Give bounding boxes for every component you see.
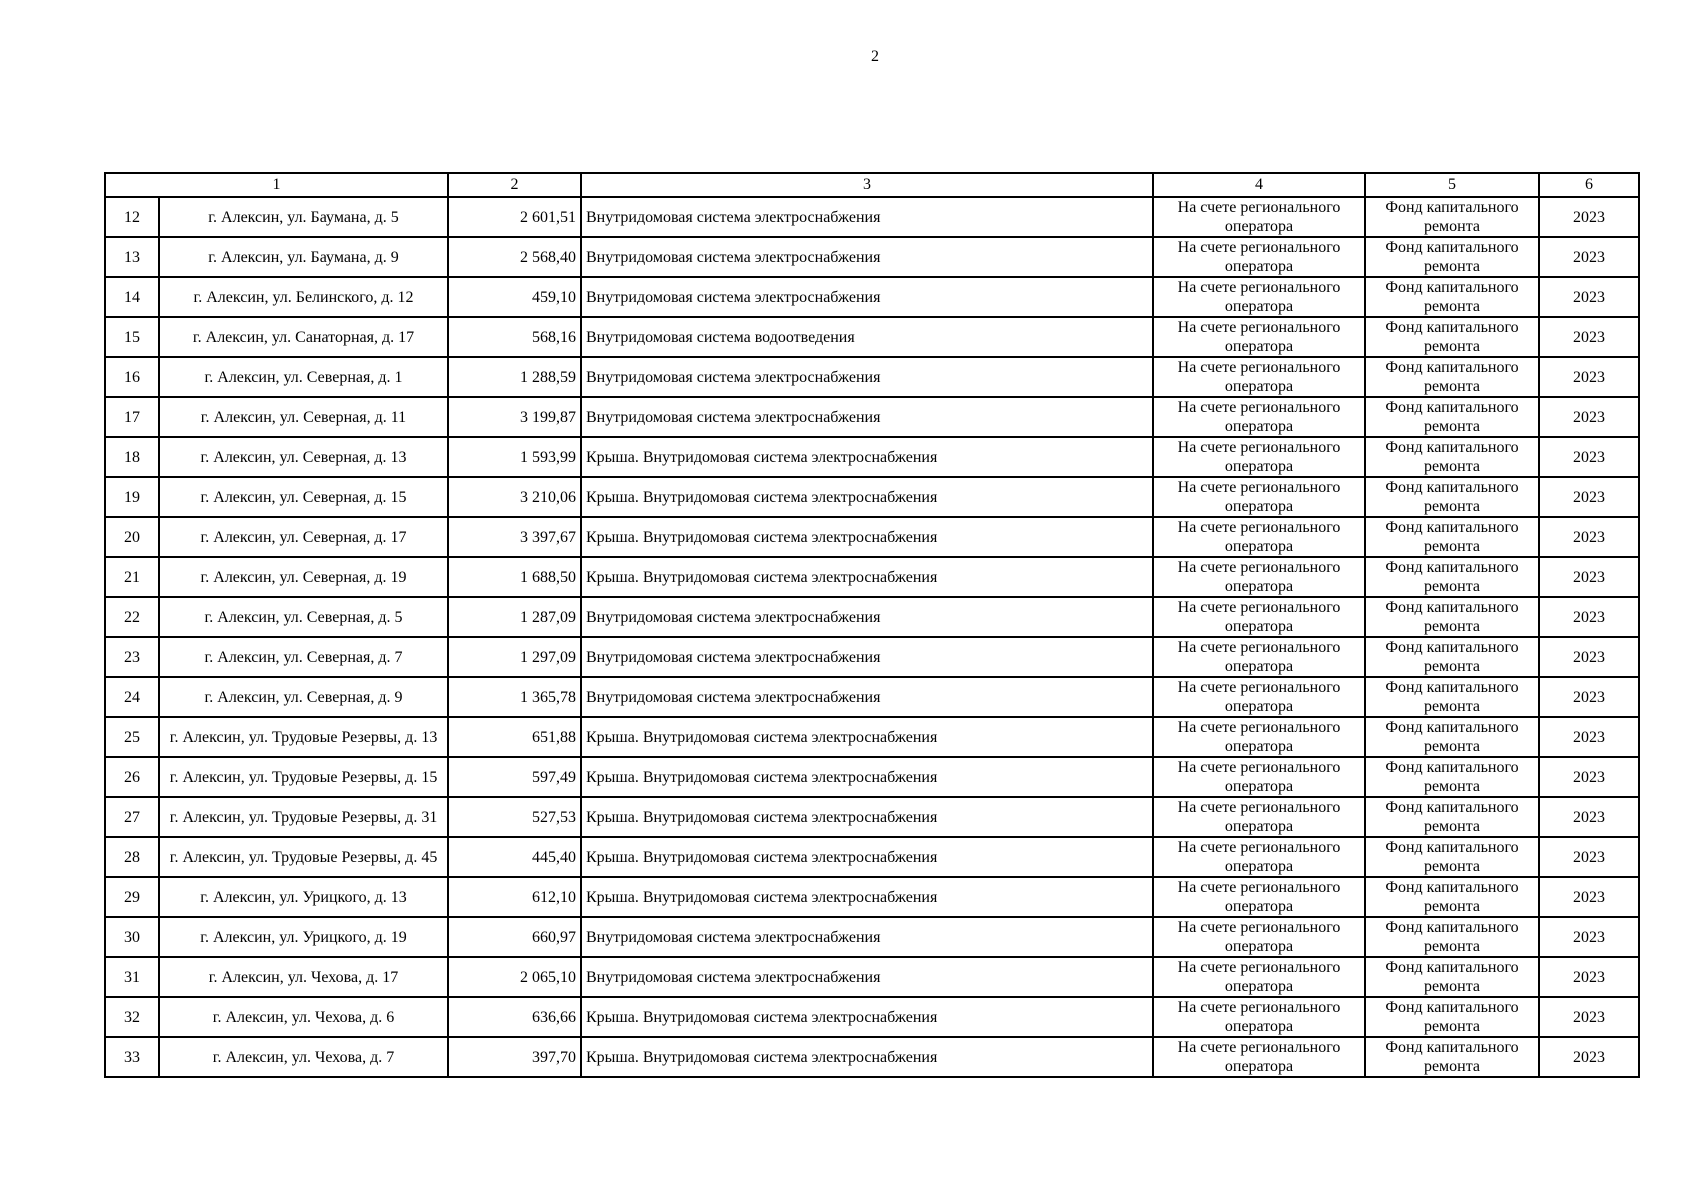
account-cell: На счете регионального оператора: [1153, 237, 1365, 277]
year-cell: 2023: [1539, 277, 1639, 317]
work-type-cell: Внутридомовая система электроснабжения: [581, 397, 1153, 437]
year-cell: 2023: [1539, 357, 1639, 397]
address-cell: г. Алексин, ул. Северная, д. 7: [159, 637, 448, 677]
row-number-cell: 30: [105, 917, 159, 957]
row-number-cell: 20: [105, 517, 159, 557]
work-type-cell: Внутридомовая система электроснабжения: [581, 677, 1153, 717]
account-cell: На счете регионального оператора: [1153, 917, 1365, 957]
year-cell: 2023: [1539, 877, 1639, 917]
account-cell: На счете регионального оператора: [1153, 717, 1365, 757]
work-type-cell: Внутридомовая система электроснабжения: [581, 597, 1153, 637]
account-cell: На счете регионального оператора: [1153, 317, 1365, 357]
funding-source-cell: Фонд капитального ремонта: [1365, 917, 1539, 957]
year-cell: 2023: [1539, 637, 1639, 677]
year-cell: 2023: [1539, 797, 1639, 837]
row-number-cell: 23: [105, 637, 159, 677]
account-cell: На счете регионального оператора: [1153, 837, 1365, 877]
address-cell: г. Алексин, ул. Урицкого, д. 13: [159, 877, 448, 917]
funding-source-cell: Фонд капитального ремонта: [1365, 197, 1539, 237]
work-type-cell: Крыша. Внутридомовая система электроснабжения: [581, 837, 1153, 877]
table-row: [105, 197, 1639, 237]
account-cell: На счете регионального оператора: [1153, 677, 1365, 717]
header-cell: 3: [581, 173, 1153, 197]
work-type-cell: Внутридомовая система электроснабжения: [581, 637, 1153, 677]
row-number-cell: 26: [105, 757, 159, 797]
funding-source-cell: Фонд капитального ремонта: [1365, 677, 1539, 717]
funding-source-cell: Фонд капитального ремонта: [1365, 1037, 1539, 1077]
work-type-cell: Внутридомовая система электроснабжения: [581, 957, 1153, 997]
funding-source-cell: Фонд капитального ремонта: [1365, 717, 1539, 757]
row-number-cell: 16: [105, 357, 159, 397]
work-type-cell: Внутридомовая система электроснабжения: [581, 277, 1153, 317]
account-cell: На счете регионального оператора: [1153, 277, 1365, 317]
year-cell: 2023: [1539, 1037, 1639, 1077]
area-cell: 2 601,51: [448, 197, 581, 237]
account-cell: На счете регионального оператора: [1153, 357, 1365, 397]
address-cell: г. Алексин, ул. Северная, д. 9: [159, 677, 448, 717]
work-type-cell: Крыша. Внутридомовая система электроснабжения: [581, 557, 1153, 597]
address-cell: г. Алексин, ул. Белинского, д. 12: [159, 277, 448, 317]
account-cell: На счете регионального оператора: [1153, 1037, 1365, 1077]
work-type-cell: Крыша. Внутридомовая система электроснабжения: [581, 997, 1153, 1037]
address-cell: г. Алексин, ул. Северная, д. 13: [159, 437, 448, 477]
area-cell: 3 397,67: [448, 517, 581, 557]
year-cell: 2023: [1539, 197, 1639, 237]
area-cell: 1 593,99: [448, 437, 581, 477]
account-cell: На счете регионального оператора: [1153, 797, 1365, 837]
work-type-cell: Крыша. Внутридомовая система электроснабжения: [581, 877, 1153, 917]
page-number: 2: [871, 48, 879, 65]
account-cell: На счете регионального оператора: [1153, 557, 1365, 597]
address-cell: г. Алексин, ул. Северная, д. 19: [159, 557, 448, 597]
address-cell: г. Алексин, ул. Санаторная, д. 17: [159, 317, 448, 357]
area-cell: 568,16: [448, 317, 581, 357]
account-cell: На счете регионального оператора: [1153, 517, 1365, 557]
row-number-cell: 17: [105, 397, 159, 437]
table-row: [105, 237, 1639, 277]
row-number-cell: 22: [105, 597, 159, 637]
funding-source-cell: Фонд капитального ремонта: [1365, 877, 1539, 917]
account-cell: На счете регионального оператора: [1153, 757, 1365, 797]
year-cell: 2023: [1539, 437, 1639, 477]
table-row: [105, 637, 1639, 677]
row-number-cell: 29: [105, 877, 159, 917]
work-type-cell: Внутридомовая система водоотведения: [581, 317, 1153, 357]
funding-source-cell: Фонд капитального ремонта: [1365, 517, 1539, 557]
year-cell: 2023: [1539, 677, 1639, 717]
year-cell: 2023: [1539, 477, 1639, 517]
header-cell: 4: [1153, 173, 1365, 197]
row-number-cell: 32: [105, 997, 159, 1037]
funding-source-cell: Фонд капитального ремонта: [1365, 557, 1539, 597]
area-cell: 1 365,78: [448, 677, 581, 717]
account-cell: На счете регионального оператора: [1153, 197, 1365, 237]
repair-program-table: [104, 172, 1640, 1078]
year-cell: 2023: [1539, 397, 1639, 437]
row-number-cell: 13: [105, 237, 159, 277]
area-cell: 2 568,40: [448, 237, 581, 277]
row-number-cell: 25: [105, 717, 159, 757]
work-type-cell: Внутридомовая система электроснабжения: [581, 197, 1153, 237]
address-cell: г. Алексин, ул. Северная, д. 5: [159, 597, 448, 637]
table-header-row: [105, 173, 1639, 197]
year-cell: 2023: [1539, 957, 1639, 997]
table-row: [105, 837, 1639, 877]
area-cell: 445,40: [448, 837, 581, 877]
work-type-cell: Крыша. Внутридомовая система электроснабжения: [581, 797, 1153, 837]
address-cell: г. Алексин, ул. Северная, д. 11: [159, 397, 448, 437]
area-cell: 1 297,09: [448, 637, 581, 677]
work-type-cell: Крыша. Внутридомовая система электроснабжения: [581, 717, 1153, 757]
area-cell: 397,70: [448, 1037, 581, 1077]
funding-source-cell: Фонд капитального ремонта: [1365, 357, 1539, 397]
area-cell: 1 288,59: [448, 357, 581, 397]
address-cell: г. Алексин, ул. Чехова, д. 6: [159, 997, 448, 1037]
work-type-cell: Крыша. Внутридомовая система электроснабжения: [581, 477, 1153, 517]
table-row: [105, 997, 1639, 1037]
header-cell: 1: [105, 173, 448, 197]
funding-source-cell: Фонд капитального ремонта: [1365, 477, 1539, 517]
table-row: [105, 757, 1639, 797]
row-number-cell: 31: [105, 957, 159, 997]
address-cell: г. Алексин, ул. Баумана, д. 5: [159, 197, 448, 237]
table-row: [105, 917, 1639, 957]
year-cell: 2023: [1539, 517, 1639, 557]
table-row: [105, 957, 1639, 997]
funding-source-cell: Фонд капитального ремонта: [1365, 277, 1539, 317]
work-type-cell: Внутридомовая система электроснабжения: [581, 357, 1153, 397]
area-cell: 651,88: [448, 717, 581, 757]
table-row: [105, 677, 1639, 717]
table-row: [105, 1037, 1639, 1077]
area-cell: 3 210,06: [448, 477, 581, 517]
table-row: [105, 357, 1639, 397]
account-cell: На счете регионального оператора: [1153, 877, 1365, 917]
row-number-cell: 27: [105, 797, 159, 837]
work-type-cell: Крыша. Внутридомовая система электроснабжения: [581, 1037, 1153, 1077]
funding-source-cell: Фонд капитального ремонта: [1365, 757, 1539, 797]
table-row: [105, 557, 1639, 597]
row-number-cell: 12: [105, 197, 159, 237]
year-cell: 2023: [1539, 597, 1639, 637]
row-number-cell: 19: [105, 477, 159, 517]
funding-source-cell: Фонд капитального ремонта: [1365, 597, 1539, 637]
address-cell: г. Алексин, ул. Чехова, д. 7: [159, 1037, 448, 1077]
table-row: [105, 277, 1639, 317]
row-number-cell: 18: [105, 437, 159, 477]
row-number-cell: 14: [105, 277, 159, 317]
table-row: [105, 797, 1639, 837]
table-row: [105, 317, 1639, 357]
funding-source-cell: Фонд капитального ремонта: [1365, 397, 1539, 437]
address-cell: г. Алексин, ул. Северная, д. 15: [159, 477, 448, 517]
header-cell: 6: [1539, 173, 1639, 197]
area-cell: 527,53: [448, 797, 581, 837]
account-cell: На счете регионального оператора: [1153, 997, 1365, 1037]
area-cell: 597,49: [448, 757, 581, 797]
work-type-cell: Внутридомовая система электроснабжения: [581, 237, 1153, 277]
work-type-cell: Крыша. Внутридомовая система электроснабжения: [581, 517, 1153, 557]
funding-source-cell: Фонд капитального ремонта: [1365, 997, 1539, 1037]
funding-source-cell: Фонд капитального ремонта: [1365, 237, 1539, 277]
address-cell: г. Алексин, ул. Трудовые Резервы, д. 45: [159, 837, 448, 877]
address-cell: г. Алексин, ул. Трудовые Резервы, д. 31: [159, 797, 448, 837]
account-cell: На счете регионального оператора: [1153, 957, 1365, 997]
year-cell: 2023: [1539, 557, 1639, 597]
row-number-cell: 24: [105, 677, 159, 717]
address-cell: г. Алексин, ул. Урицкого, д. 19: [159, 917, 448, 957]
table-row: [105, 717, 1639, 757]
area-cell: 612,10: [448, 877, 581, 917]
row-number-cell: 21: [105, 557, 159, 597]
table-row: [105, 517, 1639, 557]
header-cell: 2: [448, 173, 581, 197]
area-cell: 459,10: [448, 277, 581, 317]
table-row: [105, 877, 1639, 917]
header-cell: 5: [1365, 173, 1539, 197]
funding-source-cell: Фонд капитального ремонта: [1365, 957, 1539, 997]
address-cell: г. Алексин, ул. Северная, д. 1: [159, 357, 448, 397]
year-cell: 2023: [1539, 757, 1639, 797]
table-row: [105, 397, 1639, 437]
table-row: [105, 477, 1639, 517]
address-cell: г. Алексин, ул. Чехова, д. 17: [159, 957, 448, 997]
address-cell: г. Алексин, ул. Трудовые Резервы, д. 13: [159, 717, 448, 757]
area-cell: 636,66: [448, 997, 581, 1037]
address-cell: г. Алексин, ул. Северная, д. 17: [159, 517, 448, 557]
work-type-cell: Крыша. Внутридомовая система электроснабжения: [581, 757, 1153, 797]
account-cell: На счете регионального оператора: [1153, 437, 1365, 477]
year-cell: 2023: [1539, 997, 1639, 1037]
address-cell: г. Алексин, ул. Баумана, д. 9: [159, 237, 448, 277]
area-cell: 1 688,50: [448, 557, 581, 597]
year-cell: 2023: [1539, 917, 1639, 957]
table-row: [105, 437, 1639, 477]
year-cell: 2023: [1539, 837, 1639, 877]
area-cell: 660,97: [448, 917, 581, 957]
year-cell: 2023: [1539, 237, 1639, 277]
account-cell: На счете регионального оператора: [1153, 477, 1365, 517]
year-cell: 2023: [1539, 717, 1639, 757]
area-cell: 2 065,10: [448, 957, 581, 997]
row-number-cell: 33: [105, 1037, 159, 1077]
year-cell: 2023: [1539, 317, 1639, 357]
area-cell: 1 287,09: [448, 597, 581, 637]
row-number-cell: 15: [105, 317, 159, 357]
address-cell: г. Алексин, ул. Трудовые Резервы, д. 15: [159, 757, 448, 797]
funding-source-cell: Фонд капитального ремонта: [1365, 797, 1539, 837]
funding-source-cell: Фонд капитального ремонта: [1365, 637, 1539, 677]
funding-source-cell: Фонд капитального ремонта: [1365, 437, 1539, 477]
area-cell: 3 199,87: [448, 397, 581, 437]
account-cell: На счете регионального оператора: [1153, 597, 1365, 637]
funding-source-cell: Фонд капитального ремонта: [1365, 837, 1539, 877]
account-cell: На счете регионального оператора: [1153, 637, 1365, 677]
funding-source-cell: Фонд капитального ремонта: [1365, 317, 1539, 357]
work-type-cell: Внутридомовая система электроснабжения: [581, 917, 1153, 957]
account-cell: На счете регионального оператора: [1153, 397, 1365, 437]
table-row: [105, 597, 1639, 637]
work-type-cell: Крыша. Внутридомовая система электроснабжения: [581, 437, 1153, 477]
row-number-cell: 28: [105, 837, 159, 877]
table-body: [105, 197, 1639, 1077]
